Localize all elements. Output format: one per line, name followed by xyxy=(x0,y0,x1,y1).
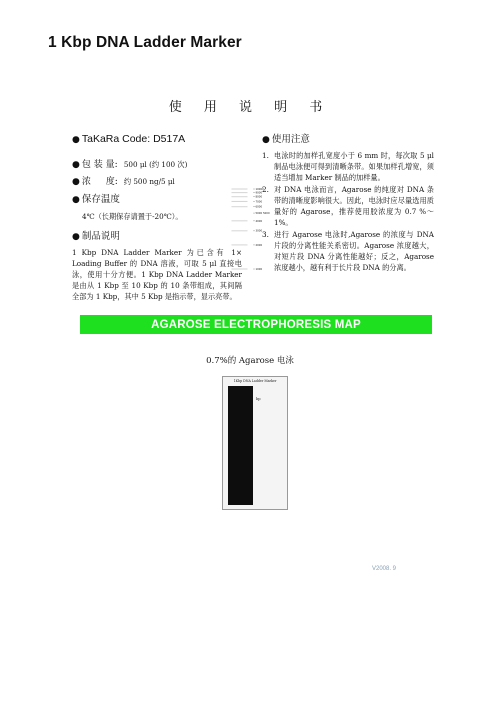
gel-band xyxy=(232,192,248,193)
bullet-icon: ● xyxy=(72,135,80,145)
gel-caption: 0.7%的 Agarose 电泳 xyxy=(206,356,294,366)
gel-band xyxy=(232,269,248,270)
band-label: 5000 xyxy=(255,211,263,215)
band-label: 6000 xyxy=(255,205,263,209)
description-heading: ● 制品说明 xyxy=(72,231,120,242)
gel-band xyxy=(232,201,248,202)
package-value: 500 μl (约 100 次) xyxy=(123,160,188,169)
gel-band xyxy=(232,212,248,213)
product-code-heading xyxy=(72,133,242,147)
bullet-icon: ● xyxy=(72,177,80,187)
gel-band xyxy=(232,189,248,190)
band-label: 10000 xyxy=(255,187,264,191)
concentration-value: 约 500 ng/5 μl xyxy=(123,177,175,186)
gel-band xyxy=(232,220,248,221)
manual-heading: 使 用 说 明 书 xyxy=(168,100,332,115)
gel-lane xyxy=(228,386,253,505)
band-label: 3000 xyxy=(255,229,263,233)
version-label: V2008. 9 xyxy=(372,566,397,572)
banner-label: AGAROSE ELECTROPHORESIS MAP xyxy=(151,318,361,331)
gel-band xyxy=(232,244,248,245)
right-column xyxy=(262,133,434,274)
note-item: 2. 对 DNA 电泳而言，Agarose 的纯度对 DNA 条带的清晰度影响很大。因此，电泳时应尽量选用质量好的 Agarose，推荐使用胶浓度为 0.7 %～1%。 xyxy=(262,185,434,227)
storage-text: 4℃（长期保存请置于-20℃）。 xyxy=(82,212,183,221)
description-text: 1 Kbp DNA Ladder Marker 为已含有 1× Loading Buffer 的 DNA 溶液，可取 5 μl 直接电泳，使用十分方便。1 Kbp DNA Ladder Marker 是由从 1 Kbp 至 10 Kbp 的 10 条带组成，其间隔全部为 1 Kbp，其中 5 Kbp 是指示带，显示亮带。 xyxy=(72,248,242,301)
indicator-band-label: 5000 xyxy=(263,211,270,215)
bullet-icon: ● xyxy=(262,135,270,145)
bullet-icon: ● xyxy=(72,160,80,170)
band-label: 4000 xyxy=(255,219,263,223)
gel-band xyxy=(232,206,248,207)
package-row xyxy=(72,159,242,171)
bullet-icon: ● xyxy=(72,232,80,242)
storage-heading: ● 保存温度 xyxy=(72,194,120,205)
note-item: 1. 电泳时的加样孔宽度小于 6 mm 时，每次取 5 μl 制品电泳便可得到清晰条带。如果加样孔增宽，须适当增加 Marker 制品的加样量。 xyxy=(262,151,434,182)
note-item: 3. 进行 Agarose 电泳时,Agarose 的浓度与 DNA 片段的分离性能关系密切。Agarose 浓度越大，对短片段 DNA 分离性能越好；反之，Agarose 浓度越小，越有利于长片段 DNA 的分离。 xyxy=(262,230,434,272)
band-label: 2000 xyxy=(255,243,263,247)
concentration-label: 浓 度: xyxy=(81,177,118,187)
concentration-row xyxy=(72,176,242,188)
notes-heading: ● 使用注意 xyxy=(262,134,310,145)
notes-list xyxy=(262,150,434,273)
band-label: 9000 xyxy=(255,191,263,195)
product-code: TaKaRa Code: D517A xyxy=(81,133,186,145)
band-label: 1000 xyxy=(255,267,263,271)
band-label: 8000 xyxy=(255,195,263,199)
gel-band xyxy=(232,230,248,231)
band-label: 7000 xyxy=(255,200,263,204)
left-column xyxy=(72,133,242,302)
gel-band xyxy=(232,196,248,197)
electrophoresis-map-banner xyxy=(80,315,432,334)
document-title: 1 Kbp DNA Ladder Marker xyxy=(48,34,242,51)
gel-figure-title: 1Kbp DNA Ladder Marker xyxy=(233,379,277,383)
package-label: 包 装 量: xyxy=(81,160,118,170)
bp-unit-label: bp xyxy=(256,397,261,401)
bullet-icon: ● xyxy=(72,195,80,205)
